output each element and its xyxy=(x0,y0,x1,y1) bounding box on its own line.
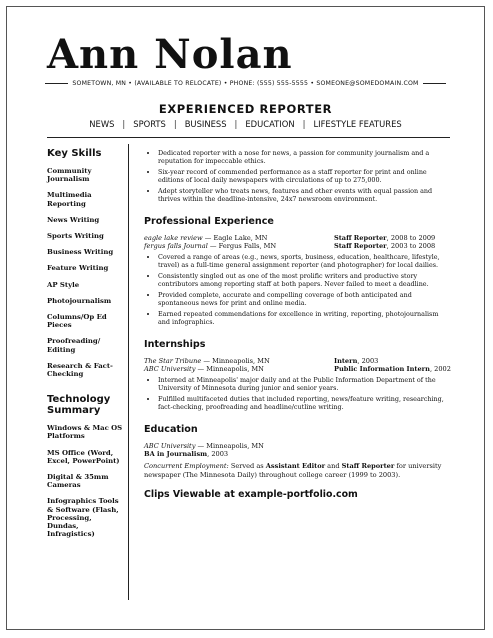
resume-headline: EXPERIENCED REPORTER xyxy=(158,102,333,116)
tech-item: Digital & 35mm Cameras xyxy=(47,473,109,490)
degree-year: , 2003 xyxy=(207,449,229,458)
internship-entry: ABC University — Minneapolis, MN Public Information Intern, 2002 xyxy=(144,365,451,374)
tech-item: MS Office (Word, Excel, PowerPoint) xyxy=(47,448,120,465)
skill-item: Proofreading/ Editing xyxy=(47,337,101,354)
candidate-name: Ann Nolan xyxy=(47,31,293,78)
skill-item: Business Writing xyxy=(47,248,114,257)
specialty-education: EDUCATION xyxy=(245,119,295,129)
portfolio-link: Clips Viewable at example-portfolio.com xyxy=(144,489,358,501)
employer-name: fergus falls Journal xyxy=(144,242,208,251)
summary-item: • Six-year record of commended performance as a staff reporter for print and online editions of local daily newspapers with circulations of up to 275,000. xyxy=(158,169,449,185)
contact-rule-left xyxy=(45,83,68,84)
experience-item: • Earned repeated commendations for excellence in writing, reporting, photojournalism and infographics. xyxy=(158,311,449,327)
education-heading: Education xyxy=(144,423,198,435)
summary-item: • Dedicated reporter with a nose for news, a passion for community journalism and a reputation for impeccable ethics. xyxy=(158,150,449,166)
skill-item: Photojournalism xyxy=(47,296,112,305)
internship-item: • Fulfilled multifaceted duties that included reporting, news/feature writing, researching, fact-checking, proofreading and headline/cutline writing. xyxy=(158,396,449,412)
experience-item: • Covered a range of areas (e.g., news, sports, business, education, healthcare, lifestyle, travel) as a full-time general assignment reporter (and photographer) for local dailies. xyxy=(158,254,449,270)
skill-item: Feature Writing xyxy=(47,264,109,273)
internships-heading: Internships xyxy=(144,338,206,350)
internship-item: • Interned at Minneapolis' major daily and at the Public Information Department of the University of Minnesota during junior and senior years. xyxy=(158,377,449,393)
header-divider xyxy=(47,137,450,138)
employer-name: The Star Tribune xyxy=(144,356,202,365)
employer-location: Minneapolis, MN xyxy=(206,365,264,374)
column-divider xyxy=(128,144,129,600)
technology-heading: Technology Summary xyxy=(47,394,111,417)
experience-heading: Professional Experience xyxy=(144,215,274,227)
summary-item: • Adept storyteller who treats news, features and other events with equal passion and thrives within the deadline-intensive, 24x7 newsroom environment. xyxy=(158,188,449,204)
employer-location: Minneapolis, MN xyxy=(212,356,270,365)
job-title: Public Information Intern xyxy=(334,365,430,374)
employer-location: Eagle Lake, MN xyxy=(213,233,268,242)
job-dates: , 2002 xyxy=(429,365,451,374)
skill-item: Columns/Op Ed Pieces xyxy=(47,313,107,330)
concurrent-label: Concurrent Employment: xyxy=(144,462,229,471)
specialty-list xyxy=(7,119,484,129)
job-dates: , 2003 to 2008 xyxy=(386,242,436,251)
job-entry: fergus falls Journal — Fergus Falls, MN Staff Reporter, 2003 to 2008 xyxy=(144,242,436,251)
degree-line xyxy=(144,450,449,458)
experience-bullets xyxy=(144,254,449,327)
job-entry: eagle lake review — Eagle Lake, MN Staff Reporter, 2008 to 2009 xyxy=(144,233,436,242)
job-dates: , 2008 to 2009 xyxy=(386,233,436,242)
school-location: Minneapolis, MN xyxy=(206,441,264,450)
separator: | xyxy=(234,119,238,129)
specialty-lifestyle: LIFESTYLE FEATURES xyxy=(313,119,402,129)
tech-item: Infographics Tools & Software (Flash, Processing, Dundas, Infragistics) xyxy=(47,497,119,539)
tech-item: Windows & Mac OS Platforms xyxy=(47,424,123,441)
employer-name: eagle lake review xyxy=(144,233,203,242)
contact-bar xyxy=(7,80,484,87)
skill-item: Multimedia Reporting xyxy=(47,191,92,208)
experience-item: • Provided complete, accurate and compelling coverage of both anticipated and spontaneous news for print and online media. xyxy=(158,292,449,308)
internship-bullets xyxy=(144,377,449,412)
job-title: Staff Reporter xyxy=(334,242,387,251)
specialty-news: NEWS xyxy=(89,119,115,129)
resume-page xyxy=(6,6,485,630)
school-name: ABC University xyxy=(144,441,196,450)
specialty-sports: SPORTS xyxy=(133,119,166,129)
contact-rule-right xyxy=(423,83,446,84)
job-title: Staff Reporter xyxy=(334,233,387,242)
main-content xyxy=(144,150,449,500)
separator: | xyxy=(173,119,177,129)
summary-list xyxy=(144,150,449,204)
employer-name: ABC University xyxy=(144,365,196,374)
contact-info: SOMETOWN, MN • (AVAILABLE TO RELOCATE) • PHONE: (555) 555-5555 • SOMEONE@SOMEDOMAIN.COM xyxy=(72,80,419,87)
skill-item: Research & Fact-Checking xyxy=(47,361,113,379)
specialty-business: BUSINESS xyxy=(184,119,227,129)
internship-entry: The Star Tribune — Minneapolis, MN Intern, 2003 xyxy=(144,356,379,365)
separator: | xyxy=(302,119,306,129)
job-dates: , 2003 xyxy=(357,356,379,365)
separator: | xyxy=(122,119,126,129)
concurrent-employment: Concurrent Employment: Served as Assistant Editor and Staff Reporter for university newspaper (The Minnesota Daily) throughout college career (1999 to 2003). xyxy=(144,462,442,479)
degree-name: BA in Journalism xyxy=(144,449,208,458)
experience-item: • Consistently singled out as one of the most prolific writers and productive story contributors among reporting staff at both papers. Never failed to meet a deadline. xyxy=(158,273,449,289)
employer-location: Fergus Falls, MN xyxy=(218,242,277,251)
skill-item: Community Journalism xyxy=(47,167,92,184)
skill-item: Sports Writing xyxy=(47,232,104,241)
sidebar xyxy=(47,148,125,546)
key-skills-heading: Key Skills xyxy=(47,148,102,159)
job-title: Intern xyxy=(334,356,358,365)
skill-item: AP Style xyxy=(47,280,80,289)
school-line: ABC University — Minneapolis, MN xyxy=(144,441,264,450)
skill-item: News Writing xyxy=(47,215,100,224)
